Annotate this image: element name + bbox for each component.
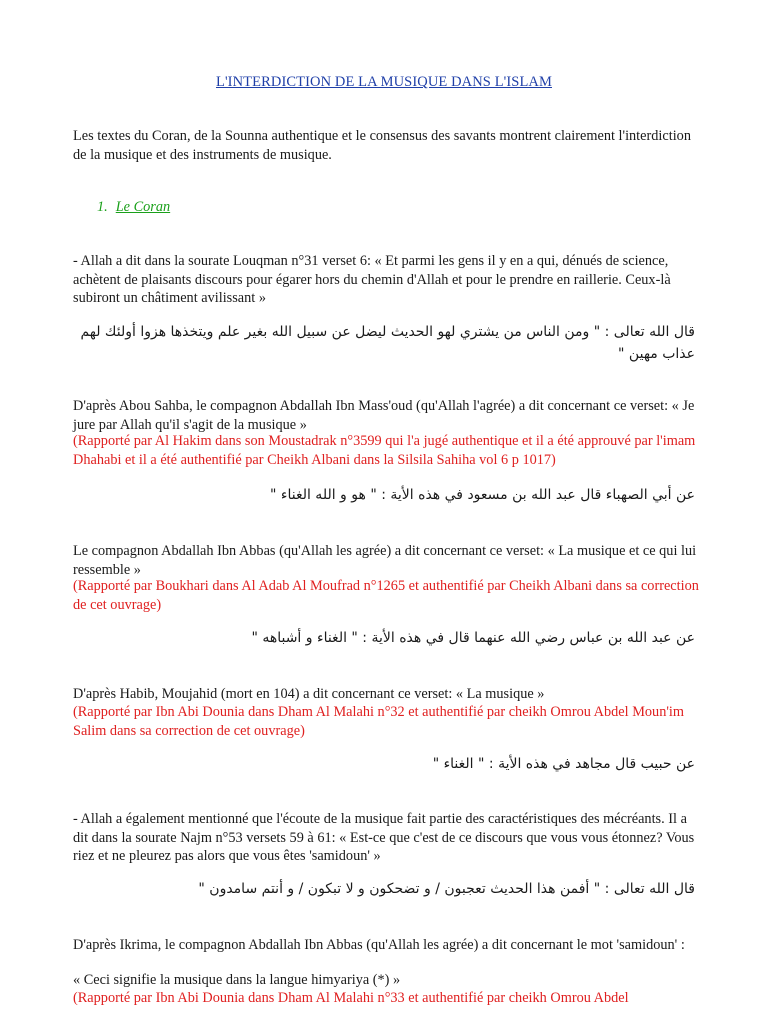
paragraph-moujahid: D'après Habib, Moujahid (mort en 104) a dit concernant ce verset: « La musique »	[73, 686, 545, 702]
section-heading-coran	[97, 199, 170, 216]
arabic-ibn-massoud: عن أبي الصهباء قال عبد الله بن مسعود في هذه الأية : " هو و الله الغناء "	[269, 487, 695, 503]
reference-ibn-abi-dounia-32: (Rapporté par Ibn Abi Dounia dans Dham Al Malahi n°32 et authentifié par cheikh Omrou Abdel Moun'im Salim dans sa correction de cet ouvrage)	[73, 704, 685, 739]
quote-himyariya: « Ceci signifie la musique dans la langue himyariya (*) »	[73, 972, 401, 988]
arabic-moujahid: عن حبيب قال مجاهد في هذه الأية : " الغناء "	[432, 756, 695, 772]
section-label: Le Coran	[115, 199, 171, 215]
arabic-ibn-abbas: عن عبد الله بن عباس رضي الله عنهما قال في هذه الأية : " الغناء و أشباهه "	[251, 630, 695, 646]
paragraph-ibn-massoud: D'après Abou Sahba, le compagnon Abdallah Ibn Mass'oud (qu'Allah l'agrée) a dit concernant ce verset: « Je jure par Allah qu'il s'agit de la musique »	[73, 398, 695, 433]
page-title: L'INTERDICTION DE LA MUSIQUE DANS L'ISLAM	[216, 74, 552, 90]
paragraph-ikrima: D'après Ikrima, le compagnon Abdallah Ibn Abbas (qu'Allah les agrée) a dit concernant le mot 'samidoun' :	[73, 937, 685, 953]
paragraph-najm: - Allah a également mentionné que l'écoute de la musique fait partie des caractéristiques des mécréants. Il a dit dans la sourate Najm n°53 versets 59 à 61: « Est-ce que c'est de ce discours que vous vous étonnez? Vous riez et ne pleurez pas alors que vous êtes 'samidoun' »	[73, 811, 695, 864]
reference-ibn-abi-dounia-33: (Rapporté par Ibn Abi Dounia dans Dham Al Malahi n°33 et authentifié par cheikh Omrou Abdel	[73, 990, 629, 1006]
paragraph-louqman: - Allah a dit dans la sourate Louqman n°31 verset 6: « Et parmi les gens il y en a qui, dénués de science, achètent de plaisants discours pour égarer hors du chemin d'Allah et pour le prendre en raillerie. Ceux-là subiront un châtiment avilissant »	[73, 253, 671, 306]
reference-boukhari: (Rapporté par Boukhari dans Al Adab Al Moufrad n°1265 et authentifié par Cheikh Albani dans sa correction de cet ouvrage)	[73, 578, 699, 613]
paragraph-ibn-abbas: Le compagnon Abdallah Ibn Abbas (qu'Allah les agrée) a dit concernant ce verset: « La musique et ce qui lui ressemble »	[73, 543, 697, 578]
intro-paragraph: Les textes du Coran, de la Sounna authentique et le consensus des savants montrent clairement l'interdiction de la musique et des instruments de musique.	[73, 128, 691, 163]
arabic-verse-louqman: قال الله تعالى : " ومن الناس من يشتري لهو الحديث ليضل عن سبيل الله بغير علم ويتخذها هزوا أولئك لهم عذاب مهين "	[80, 324, 695, 362]
reference-al-hakim: (Rapporté par Al Hakim dans son Moustadrak n°3599 qui l'a jugé authentique et il a été approuvé par l'imam Dhahabi et il a été authentifié par Cheikh Albani dans la Silsila Sahiha vol 6 p 1017)	[73, 433, 696, 468]
arabic-verse-najm: قال الله تعالى : " أفمن هذا الحديث تعجبون / و تضحكون و لا تبكون / و أنتم سامدون "	[198, 881, 695, 897]
section-number: 1.	[97, 199, 108, 215]
